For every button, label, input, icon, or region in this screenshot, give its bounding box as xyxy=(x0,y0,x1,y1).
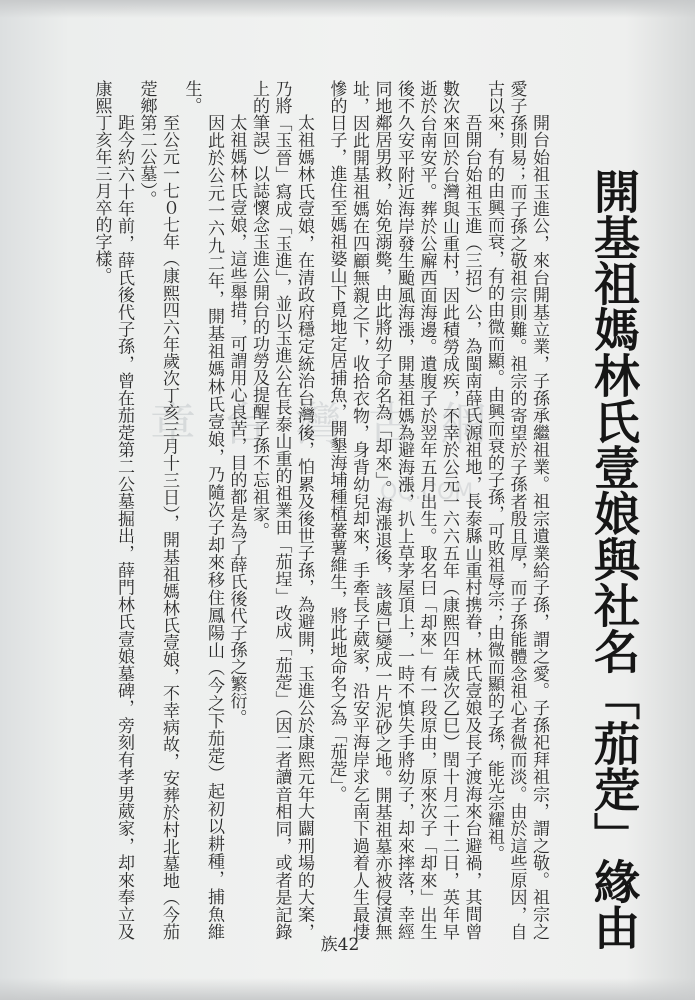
page-number: 族42 xyxy=(320,935,360,955)
watermark: 章 台 灣 古 網 xyxy=(150,397,493,451)
paragraph-2: 吾開台始祖玉進（三招）公，為閩南薛氏源祖地，長泰縣山重村携眷，林氏壹娘及長子渡海來台避禍，其間曾數次來回於台灣與山重村，因此積勞成疾，不幸於公元一六六五年（康熙四年歲次乙巳）閏十月二十二日，英年早逝於台南安平。葬於公廨西面海邊。遺腹子於翌年五月出生。取名曰「却來」有一段原由，原來次子「却來」出生後不久安平附近海岸發生颱風海漲，開基祖媽為避海漲，扒上草茅屋頂上，一時不慎失手將幼子，却來摔落，幸經同地鄰居男救，始免溺斃，由此將幼子命名為「却來」。海漲退後，該處已變成一片泥砂之地。開基祖墓亦被侵漬無址，因此開基祖媽在四顧無親之下，收拾衣物，身背幼兒却來，手牽長子葳家，沿安平海岸求乞南下過着人生最悽慘的日子，進住至媽祖婆山下覓地定居捕魚，開墾海埔種植蕃薯維生，將此地命名之為「茄萣」。 xyxy=(326,80,482,940)
paragraph-4: 太祖媽林氏壹娘，這些舉措，可謂用心良苦，目的都是為了薛氏後代子孫之繁衍。 xyxy=(226,114,247,726)
paragraph-3: 太祖媽林氏壹娘，在清政府穩定統治台灣後，怕累及後世子孫，為避開，玉進公於康熙元年大闢刑場的大案，乃將「玉晉」寫成「玉進」，並以玉進公在長泰山重的祖業田「茄埕」改成「茄萣」（因二者讀音相同，或者是記錄上的筆誤）以誌懷念玉進公開台的功勞及提醒子孫不忘祖家。 xyxy=(249,80,314,940)
paragraph-6: 至公元一七０七年（康熙四六年歲次丁亥三月十三日），開基祖媽林氏壹娘，不幸病故，安葬於村北墓地（今茄萣鄉第二公墓）。 xyxy=(136,80,179,940)
watermark-sub: QQ.COM xyxy=(380,480,474,505)
body-text xyxy=(18,80,550,940)
paragraph-7: 距今約六十年前，薛氏後代子孫，曾在茄萣第二公墓掘出，薛門林氏壹娘墓碑，旁刻有孝男葳家，却來奉立及康熙丁亥年三月卒的字樣。 xyxy=(91,80,134,940)
paragraph-5: 因此於公元一六九二年，開基祖媽林氏壹娘，乃隨次子却來移住鳳陽山（今之下茄萣）起初以耕種，捕魚維生。 xyxy=(181,80,224,940)
paragraph-1: 開台始祖玉進公，來台開基立業，子孫承繼祖業。祖宗遺業給子孫，謂之愛。子孫祀拜祖宗，謂之敬。祖宗之愛子孫則易；而子孫之敬祖宗則難。祖宗的寄望於子孫者殷且厚，而子孫能體念祖心者微而淡。由於這些原因，自古以來，有的由興而衰，有的由微而顯。由興而衰的子孫，可敗祖辱宗；由微而顯的子孫，能光宗耀祖。 xyxy=(484,80,549,940)
page-top-shadow xyxy=(0,0,695,18)
page-title: 開基祖媽林氏壹娘與社名「茄萣」緣由 xyxy=(587,168,641,950)
page-bottom-shadow xyxy=(0,978,695,1000)
